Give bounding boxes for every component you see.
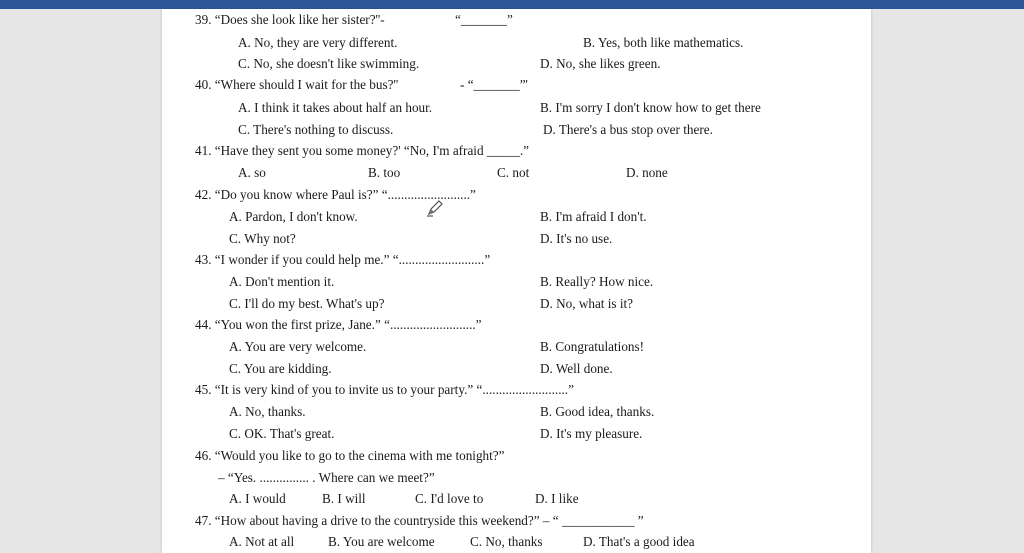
text-line: 41. “Have they sent you some money?' “No, I'm afraid _____.” — [195, 143, 529, 158]
pen-cursor-icon — [426, 199, 444, 217]
text-line: B. Good idea, thanks. — [540, 404, 655, 419]
text-line: C. You are kidding. — [229, 361, 332, 376]
text-line: D. It's my pleasure. — [540, 426, 643, 441]
text-line: A. Pardon, I don't know. — [229, 209, 358, 224]
text-line: A. Don't mention it. — [229, 274, 335, 289]
text-line: 39. “Does she look like her sister?''- — [195, 12, 385, 27]
text-line: D. That's a good idea — [583, 534, 695, 549]
text-line: C. OK. That's great. — [229, 426, 335, 441]
text-line: D. No, what is it? — [540, 296, 634, 311]
text-line: C. There's nothing to discuss. — [238, 122, 394, 137]
text-line: A. Not at all — [229, 534, 295, 549]
text-line: A. No, they are very different. — [238, 35, 398, 50]
text-line: B. Yes, both like mathematics. — [583, 35, 744, 50]
text-line: D. No, she likes green. — [540, 56, 661, 71]
text-line: A. I think it takes about half an hour. — [238, 100, 433, 115]
text-line: 47. “How about having a drive to the countryside this weekend?” – “ ___________ ” — [195, 513, 644, 528]
text-line: 46. “Would you like to go to the cinema with me tonight?” — [195, 448, 505, 463]
text-line: C. I'd love to — [415, 491, 484, 506]
text-line: B. too — [368, 165, 401, 180]
text-line: D. Well done. — [540, 361, 613, 376]
text-line: 44. “You won the first prize, Jane.” “..........................” — [195, 317, 482, 332]
text-line: C. not — [497, 165, 530, 180]
text-line: A. No, thanks. — [229, 404, 306, 419]
text-line: A. so — [238, 165, 266, 180]
text-line: D. There's a bus stop over there. — [543, 122, 713, 137]
text-line: B. Really? How nice. — [540, 274, 654, 289]
text-line: D. It's no use. — [540, 231, 613, 246]
text-line: - “_______”' — [460, 77, 528, 92]
text-line: D. none — [626, 165, 668, 180]
text-line: B. I will — [322, 491, 366, 506]
text-line: A. You are very welcome. — [229, 339, 367, 354]
text-line: – “Yes. ............... . Where can we meet?” — [218, 470, 435, 485]
text-line: “_______” — [455, 12, 513, 27]
text-line: B. Congratulations! — [540, 339, 645, 354]
window-title-bar — [0, 0, 1024, 9]
text-line: B. I'm afraid I don't. — [540, 209, 647, 224]
text-line: C. No, thanks — [470, 534, 543, 549]
text-line: C. Why not? — [229, 231, 296, 246]
text-line: D. I like — [535, 491, 579, 506]
text-line: B. I'm sorry I don't know how to get there — [540, 100, 761, 115]
text-line: B. You are welcome — [328, 534, 435, 549]
text-line: 45. “It is very kind of you to invite us to your party.” “..........................” — [195, 382, 574, 397]
text-line: C. No, she doesn't like swimming. — [238, 56, 420, 71]
text-line: A. I would — [229, 491, 286, 506]
text-line: C. I'll do my best. What's up? — [229, 296, 385, 311]
text-line: 43. “I wonder if you could help me.” “..........................” — [195, 252, 491, 267]
text-line: 42. “Do you know where Paul is?” “.........................” — [195, 187, 476, 202]
text-line: 40. “Where should I wait for the bus?'' — [195, 77, 399, 92]
